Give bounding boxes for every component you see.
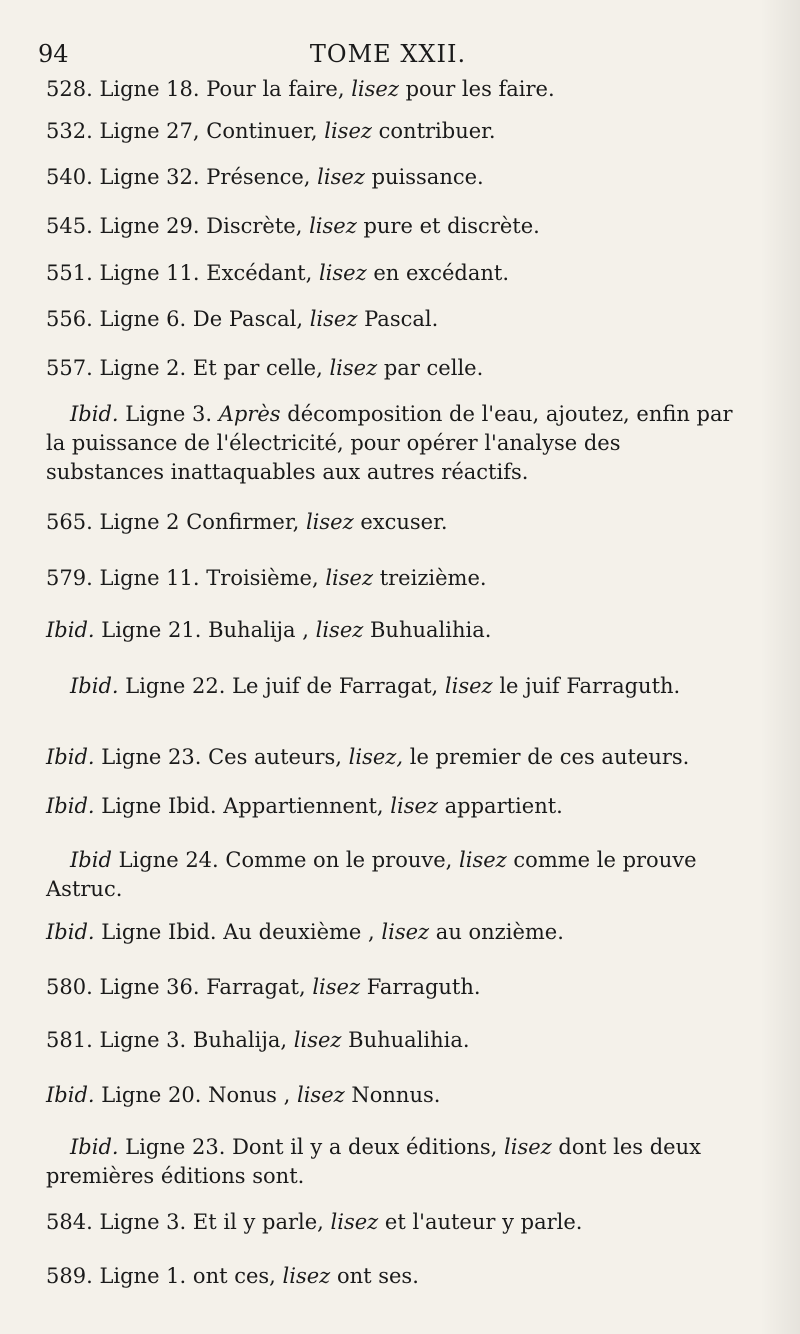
entry-text: Discrète, <box>206 214 303 238</box>
page-header <box>38 40 738 74</box>
entry-number: 565. <box>46 510 93 534</box>
entry-correction: au onzième. <box>435 920 564 944</box>
entry-correction: en excédant. <box>373 261 510 285</box>
entry-lisez: lisez <box>305 510 354 534</box>
entry-line: Ligne Ibid. <box>101 794 217 818</box>
entry-number: Ibid. <box>70 402 119 426</box>
entry-lisez: lisez <box>318 261 367 285</box>
entry-line: Ligne 1. <box>99 1264 187 1288</box>
errata-entry <box>46 1208 734 1237</box>
entry-correction: Buhualihia. <box>370 618 492 642</box>
errata-entry <box>46 354 734 383</box>
entry-number: 584. <box>46 1210 93 1234</box>
entry-correction: et l'auteur y parle. <box>384 1210 583 1234</box>
entry-line: Ligne 32. <box>99 165 200 189</box>
errata-entry <box>46 163 734 192</box>
errata-entry <box>46 75 734 104</box>
entry-line: Ligne 3. <box>99 1028 187 1052</box>
entry-text: Continuer, <box>206 119 318 143</box>
entry-lisez: lisez <box>459 848 507 872</box>
entry-line: Ligne 11. <box>99 261 200 285</box>
errata-entry <box>46 305 734 334</box>
entry-correction: treizième. <box>379 566 487 590</box>
errata-entry <box>46 117 734 146</box>
entry-correction: puissance. <box>371 165 484 189</box>
entry-lisez: lisez <box>351 77 399 101</box>
entry-line: Ligne 2. <box>99 356 187 380</box>
entry-number: Ibid. <box>70 1135 119 1159</box>
entry-text: Comme on le prouve, <box>225 848 453 872</box>
errata-entry <box>46 1262 734 1291</box>
entry-text: De Pascal, <box>192 307 304 331</box>
entry-text: Confirmer, <box>186 510 300 534</box>
entry-text: Excédant, <box>206 261 313 285</box>
entry-lisez: lisez <box>282 1264 331 1288</box>
entry-correction: dont les deux premières éditions sont. <box>46 1135 701 1188</box>
entry-correction: le juif Farraguth. <box>499 674 681 698</box>
entry-text: Troisième, <box>206 566 319 590</box>
entry-correction: contribuer. <box>378 119 496 143</box>
entry-text: Pour la faire, <box>206 77 345 101</box>
entry-number: Ibid <box>70 848 112 872</box>
entry-lisez: lisez <box>293 1028 342 1052</box>
entry-number: Ibid. <box>46 920 95 944</box>
entry-correction: Pascal. <box>364 307 439 331</box>
entry-text: Nonus , <box>208 1083 291 1107</box>
page-edge-shadow <box>760 0 800 1334</box>
errata-entry <box>46 212 734 241</box>
entry-line: Ligne 2 <box>99 510 180 534</box>
entry-number: 581. <box>46 1028 93 1052</box>
entry-number: 532. <box>46 119 93 143</box>
errata-entry <box>46 792 734 821</box>
entry-correction: par celle. <box>383 356 484 380</box>
entry-text: Après <box>218 402 281 426</box>
entry-lisez: lisez <box>444 674 493 698</box>
entry-correction: ont ses. <box>336 1264 419 1288</box>
entry-correction: excuser. <box>360 510 448 534</box>
entry-lisez: lisez <box>390 794 438 818</box>
entry-text: Appartiennent, <box>223 794 384 818</box>
errata-entry <box>46 400 734 487</box>
entry-line: Ligne Ibid. <box>101 920 217 944</box>
entry-lisez: lisez <box>315 618 364 642</box>
entry-number: 589. <box>46 1264 93 1288</box>
entry-text: Le juif de Farragat, <box>232 674 439 698</box>
entry-number: 580. <box>46 975 93 999</box>
entry-correction: le premier de ces auteurs. <box>409 745 690 769</box>
errata-entry <box>46 672 734 701</box>
entry-correction: appartient. <box>444 794 563 818</box>
entry-correction: pure et discrète. <box>363 214 540 238</box>
errata-entry <box>46 1081 734 1110</box>
entry-line: Ligne 23. <box>125 1135 226 1159</box>
entry-correction: Nonnus. <box>351 1083 441 1107</box>
errata-entry <box>46 1133 734 1191</box>
entry-text: Farragat, <box>206 975 306 999</box>
errata-entry <box>46 918 734 947</box>
entry-lisez: lisez <box>317 165 365 189</box>
entry-lisez: lisez <box>504 1135 552 1159</box>
entry-line: Ligne 18. <box>99 77 200 101</box>
entry-text: Et il y parle, <box>192 1210 324 1234</box>
entry-number: 540. <box>46 165 93 189</box>
entry-text: Et par celle, <box>192 356 323 380</box>
entry-number: 557. <box>46 356 93 380</box>
errata-entry <box>46 564 734 593</box>
errata-entry <box>46 259 734 288</box>
entry-lisez: lisez, <box>348 745 404 769</box>
entry-lisez: lisez <box>309 307 358 331</box>
entry-correction: Buhualihia. <box>348 1028 470 1052</box>
entry-text: Buhalija , <box>208 618 309 642</box>
entry-text: Buhalija, <box>192 1028 288 1052</box>
entry-text: Dont il y a deux éditions, <box>232 1135 498 1159</box>
errata-entry <box>46 973 734 1002</box>
entry-text: Ces auteurs, <box>208 745 342 769</box>
entry-lisez: lisez <box>324 119 372 143</box>
page-number: 94 <box>38 40 69 68</box>
entry-lisez: lisez <box>330 1210 379 1234</box>
entry-lisez: lisez <box>309 214 357 238</box>
entry-number: 556. <box>46 307 93 331</box>
entry-lisez: lisez <box>312 975 361 999</box>
entry-number: 545. <box>46 214 93 238</box>
entry-correction: décomposition de l'eau, ajoutez, enfin par la puissance de l'électricité, pour opérer l'analyse des substances inattaquables aux autres réactifs. <box>46 402 733 484</box>
entry-line: Ligne 3. <box>99 1210 187 1234</box>
errata-entry <box>46 846 734 904</box>
entry-text: Présence, <box>206 165 311 189</box>
entry-correction: pour les faire. <box>405 77 555 101</box>
entry-lisez: lisez <box>325 566 374 590</box>
entry-correction: Farraguth. <box>366 975 481 999</box>
entry-number: Ibid. <box>70 674 119 698</box>
entry-line: Ligne 23. <box>101 745 202 769</box>
entry-line: Ligne 22. <box>125 674 226 698</box>
entry-lisez: lisez <box>329 356 378 380</box>
entry-lisez: lisez <box>296 1083 345 1107</box>
entry-number: 528. <box>46 77 93 101</box>
entry-text: ont ces, <box>192 1264 276 1288</box>
entry-number: Ibid. <box>46 794 95 818</box>
entry-line: Ligne 24. <box>118 848 219 872</box>
entry-number: 551. <box>46 261 93 285</box>
errata-entry <box>46 508 734 537</box>
entry-number: Ibid. <box>46 618 95 642</box>
entry-lisez: lisez <box>381 920 430 944</box>
entry-line: Ligne 20. <box>101 1083 202 1107</box>
errata-entry <box>46 743 734 772</box>
entry-number: Ibid. <box>46 1083 95 1107</box>
errata-entry <box>46 1026 734 1055</box>
entry-correction: comme le prouve Astruc. <box>46 848 697 901</box>
entry-line: Ligne 6. <box>99 307 187 331</box>
entry-line: Ligne 36. <box>99 975 200 999</box>
entry-line: Ligne 29. <box>99 214 200 238</box>
entry-line: Ligne 21. <box>101 618 202 642</box>
errata-entry <box>46 616 734 645</box>
entry-line: Ligne 27, <box>99 119 200 143</box>
entry-number: 579. <box>46 566 93 590</box>
running-title: TOME XXII. <box>309 40 467 68</box>
entry-number: Ibid. <box>46 745 95 769</box>
entry-line: Ligne 3. <box>125 402 213 426</box>
entry-line: Ligne 11. <box>99 566 200 590</box>
entry-text: Au deuxième , <box>223 920 375 944</box>
